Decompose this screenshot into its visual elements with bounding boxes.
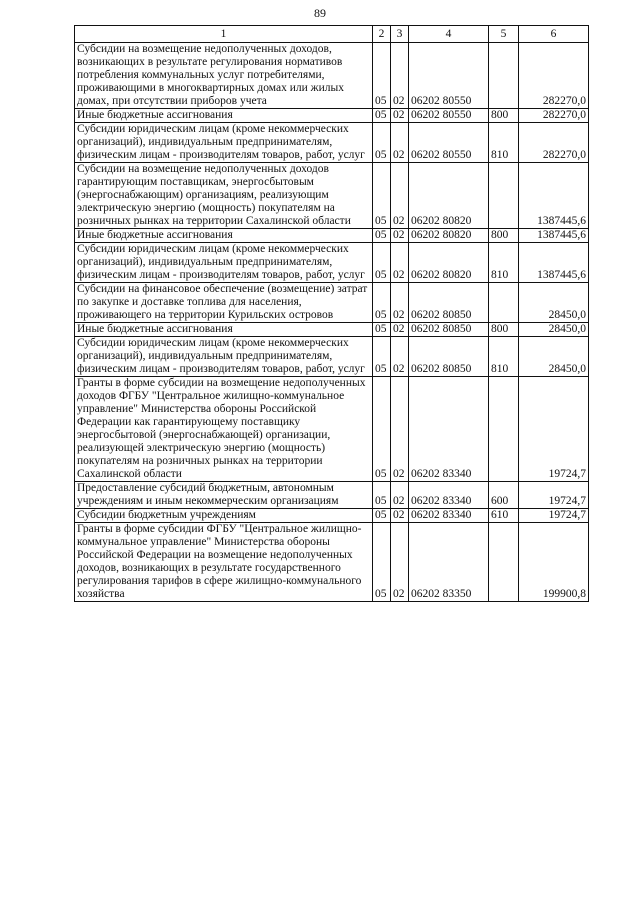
row-expense-type-cell: 800 [489,109,519,123]
row-amount-cell: 19724,7 [519,509,589,523]
row-amount-cell: 1387445,6 [519,229,589,243]
table-row [75,509,589,523]
row-target-article-cell: 06202 83340 [409,377,489,482]
row-target-article-cell: 06202 80850 [409,323,489,337]
header-col-2: 2 [373,26,391,43]
row-amount-cell: 28450,0 [519,283,589,323]
table-row [75,323,589,337]
row-amount-cell: 28450,0 [519,337,589,377]
row-subsection-cell: 02 [391,337,409,377]
table-row [75,283,589,323]
row-expense-type-cell: 610 [489,509,519,523]
row-expense-type-cell: 800 [489,229,519,243]
row-target-article-cell: 06202 80820 [409,229,489,243]
row-amount-cell: 282270,0 [519,109,589,123]
table-body [75,43,589,602]
row-expense-type-cell: 810 [489,337,519,377]
row-subsection-cell: 02 [391,109,409,123]
row-section-cell: 05 [373,323,391,337]
row-name-cell: Субсидии на возмещение недополученных доходов, возникающих в результате регулирования нормативов потребления коммунальных услуг потребителями, проживающими в многоквартирных домах или жилых домах, при отсутствии приборов учета [75,43,373,109]
row-target-article-cell: 06202 80850 [409,337,489,377]
row-expense-type-cell [489,377,519,482]
row-subsection-cell: 02 [391,323,409,337]
row-name-cell: Субсидии бюджетным учреждениям [75,509,373,523]
row-section-cell: 05 [373,163,391,229]
row-target-article-cell: 06202 80820 [409,243,489,283]
row-expense-type-cell [489,283,519,323]
table-row [75,229,589,243]
table-row [75,243,589,283]
row-expense-type-cell: 800 [489,323,519,337]
row-target-article-cell: 06202 83350 [409,523,489,602]
row-section-cell: 05 [373,523,391,602]
row-name-cell: Субсидии на возмещение недополученных доходов гарантирующим поставщикам, энергосбытовым (энергоснабжающим) организациям, реализующим электрическую энергию (мощность) покупателям на розничных рынках на территории Сахалинской области [75,163,373,229]
table-row [75,377,589,482]
row-target-article-cell: 06202 83340 [409,509,489,523]
row-name-cell: Субсидии на финансовое обеспечение (возмещение) затрат по закупке и доставке топлива для населения, проживающего на территории Курильских островов [75,283,373,323]
row-subsection-cell: 02 [391,377,409,482]
row-amount-cell: 199900,8 [519,523,589,602]
row-target-article-cell: 06202 80550 [409,109,489,123]
row-subsection-cell: 02 [391,509,409,523]
row-subsection-cell: 02 [391,283,409,323]
row-subsection-cell: 02 [391,243,409,283]
row-name-cell: Иные бюджетные ассигнования [75,109,373,123]
row-name-cell: Субсидии юридическим лицам (кроме некоммерческих организаций), индивидуальным предпринимателям, физическим лицам - производителям товаров, работ, услуг [75,243,373,283]
header-col-6: 6 [519,26,589,43]
row-amount-cell: 19724,7 [519,482,589,509]
row-subsection-cell: 02 [391,43,409,109]
row-amount-cell: 19724,7 [519,377,589,482]
row-target-article-cell: 06202 80820 [409,163,489,229]
table-row [75,523,589,602]
row-name-cell: Иные бюджетные ассигнования [75,229,373,243]
table-row [75,337,589,377]
row-name-cell: Предоставление субсидий бюджетным, автономным учреждениям и иным некоммерческим организациям [75,482,373,509]
table-row [75,123,589,163]
row-subsection-cell: 02 [391,523,409,602]
row-target-article-cell: 06202 80850 [409,283,489,323]
row-name-cell: Субсидии юридическим лицам (кроме некоммерческих организаций), индивидуальным предпринимателям, физическим лицам - производителям товаров, работ, услуг [75,123,373,163]
row-section-cell: 05 [373,229,391,243]
row-amount-cell: 28450,0 [519,323,589,337]
row-expense-type-cell [489,43,519,109]
header-col-3: 3 [391,26,409,43]
header-col-1: 1 [75,26,373,43]
row-section-cell: 05 [373,509,391,523]
row-section-cell: 05 [373,109,391,123]
row-section-cell: 05 [373,43,391,109]
row-subsection-cell: 02 [391,482,409,509]
row-target-article-cell: 06202 80550 [409,123,489,163]
row-expense-type-cell [489,523,519,602]
row-subsection-cell: 02 [391,229,409,243]
row-expense-type-cell: 810 [489,123,519,163]
row-subsection-cell: 02 [391,123,409,163]
header-col-5: 5 [489,26,519,43]
row-section-cell: 05 [373,283,391,323]
row-section-cell: 05 [373,337,391,377]
row-name-cell: Гранты в форме субсидии на возмещение недополученных доходов ФГБУ "Центральное жилищно-коммунальное управление" Министерства обороны Российской Федерации как гарантирующему поставщику энергосбытовой (энергоснабжающей) организации, реализующей электрическую энергию (мощность) покупателям на розничных рынках на территории Сахалинской области [75,377,373,482]
row-name-cell: Гранты в форме субсидии ФГБУ "Центральное жилищно-коммунальное управление" Министерства обороны Российской Федерации на возмещение недополученных доходов, возникающих в результате государственного регулирования тарифов в сфере жилищно-коммунального хозяйства [75,523,373,602]
row-amount-cell: 282270,0 [519,123,589,163]
row-subsection-cell: 02 [391,163,409,229]
table-row [75,43,589,109]
table-row [75,109,589,123]
row-name-cell: Иные бюджетные ассигнования [75,323,373,337]
row-amount-cell: 1387445,6 [519,163,589,229]
row-target-article-cell: 06202 83340 [409,482,489,509]
row-expense-type-cell: 810 [489,243,519,283]
table-row [75,482,589,509]
row-section-cell: 05 [373,377,391,482]
row-section-cell: 05 [373,243,391,283]
row-target-article-cell: 06202 80550 [409,43,489,109]
header-col-4: 4 [409,26,489,43]
row-expense-type-cell: 600 [489,482,519,509]
row-section-cell: 05 [373,482,391,509]
budget-table [74,25,589,602]
row-name-cell: Субсидии юридическим лицам (кроме некоммерческих организаций), индивидуальным предпринимателям, физическим лицам - производителям товаров, работ, услуг [75,337,373,377]
row-amount-cell: 1387445,6 [519,243,589,283]
row-amount-cell: 282270,0 [519,43,589,109]
table-row [75,163,589,229]
table-header-row [75,26,589,43]
row-section-cell: 05 [373,123,391,163]
page-number: 89 [314,6,326,20]
row-expense-type-cell [489,163,519,229]
